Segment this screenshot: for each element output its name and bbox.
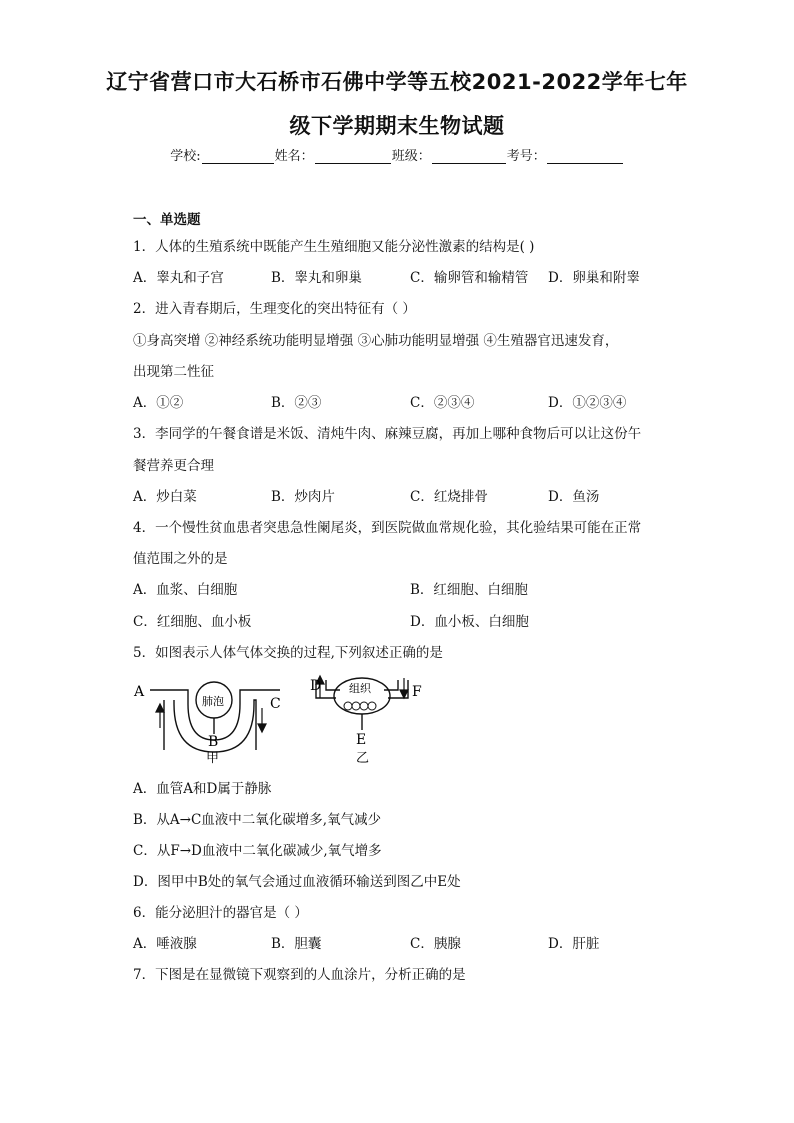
q3-option-a: A．炒白菜 <box>133 489 197 505</box>
section-heading: 一、单选题 <box>133 212 201 228</box>
cell-2 <box>352 702 360 710</box>
label-b: B <box>208 734 219 750</box>
q2-items: ①身高突增 ②神经系统功能明显增强 ③心肺功能明显增强 ④生殖器官迅速发育， <box>133 333 619 349</box>
page-title-line-2: 级下学期期末生物试题 <box>289 114 505 138</box>
label-d: D <box>310 678 322 694</box>
gas-exchange-diagram <box>130 668 450 768</box>
cell-1 <box>344 702 352 710</box>
q2-option-b: B．②③ <box>271 395 322 411</box>
q2-stem: 2．进入青春期后，生理变化的突出特征有（ ） <box>133 301 416 317</box>
q5-option-d: D．图甲中B处的氧气会通过血液循环输送到图乙中E处 <box>133 874 461 890</box>
q5-option-b: B．从A→C血液中二氧化碳增多,氧气减少 <box>133 812 382 828</box>
cell-4 <box>368 702 376 710</box>
school-field[interactable] <box>202 149 274 164</box>
tissue-label: 组织 <box>349 682 371 695</box>
school-label: 学校: <box>170 149 201 164</box>
q5-stem: 5．如图表示人体气体交换的过程,下列叙述正确的是 <box>133 645 443 661</box>
q5-option-c: C．从F→D血液中二氧化碳减少,氧气增多 <box>133 843 382 859</box>
q4-stem-cont: 值范围之外的是 <box>133 551 228 567</box>
q1-stem: 1．人体的生殖系统中既能产生生殖细胞又能分泌性激素的结构是( ) <box>133 239 535 255</box>
arrow-up-a-head <box>156 704 164 712</box>
cell-3 <box>360 702 368 710</box>
q6-option-d: D．肝脏 <box>548 936 600 952</box>
q1-option-a: A．睾丸和子宫 <box>133 270 224 286</box>
label-c: C <box>270 696 281 712</box>
q6-option-c: C．胰腺 <box>410 936 461 952</box>
q6-option-a: A．唾液腺 <box>133 936 197 952</box>
arrow-down-c-head <box>258 724 266 732</box>
label-e: E <box>356 732 367 748</box>
q3-option-c: C．红烧排骨 <box>410 489 488 505</box>
name-label: 姓名： <box>274 149 314 164</box>
q1-option-c: C．输卵管和输精管 <box>410 270 529 286</box>
q6-stem: 6．能分泌胆汁的器官是（ ） <box>133 905 308 921</box>
q7-stem: 7．下图是在显微镜下观察到的人血涂片，分析正确的是 <box>133 967 466 983</box>
q1-option-d: D．卵巢和附睾 <box>548 270 640 286</box>
q5-option-a: A．血管A和D属于静脉 <box>133 781 272 797</box>
q4-option-c: C．红细胞、血小板 <box>133 614 252 630</box>
q4-option-b: B．红细胞、白细胞 <box>410 582 528 598</box>
alveolus-label: 肺泡 <box>202 695 224 708</box>
fig-yi-label: 乙 <box>356 751 370 766</box>
exam-no-label: 考号： <box>506 149 546 164</box>
q2-option-a: A．①② <box>133 395 184 411</box>
student-info-row <box>0 145 794 164</box>
q2-option-c: C．②③④ <box>410 395 475 411</box>
class-label: 班级： <box>391 149 431 164</box>
arrow-down-f-head <box>400 690 408 698</box>
class-field[interactable] <box>432 149 506 164</box>
q3-stem: 3．李同学的午餐食谱是米饭、清炖牛肉、麻辣豆腐，再加上哪种食物后可以让这份午 <box>133 426 642 442</box>
q3-stem-cont: 餐营养更合理 <box>133 458 214 474</box>
q3-option-b: B．炒肉片 <box>271 489 335 505</box>
name-field[interactable] <box>315 149 391 164</box>
exam-no-field[interactable] <box>547 149 623 164</box>
q3-option-d: D．鱼汤 <box>548 489 600 505</box>
q6-option-b: B．胆囊 <box>271 936 322 952</box>
q2-option-d: D．①②③④ <box>548 395 627 411</box>
q4-stem: 4．一个慢性贫血患者突患急性阑尾炎，到医院做血常规化验，其化验结果可能在正常 <box>133 520 642 536</box>
q4-option-d: D．血小板、白细胞 <box>410 614 529 630</box>
q4-option-a: A．血浆、白细胞 <box>133 582 238 598</box>
label-a: A <box>134 684 145 700</box>
q2-items-cont: 出现第二性征 <box>133 364 214 380</box>
fig-jia-label: 甲 <box>206 751 220 766</box>
q1-option-b: B．睾丸和卵巢 <box>271 270 362 286</box>
page-title-line-1: 辽宁省营口市大石桥市石佛中学等五校2021-2022学年七年 <box>106 70 688 94</box>
label-f: F <box>412 684 422 700</box>
